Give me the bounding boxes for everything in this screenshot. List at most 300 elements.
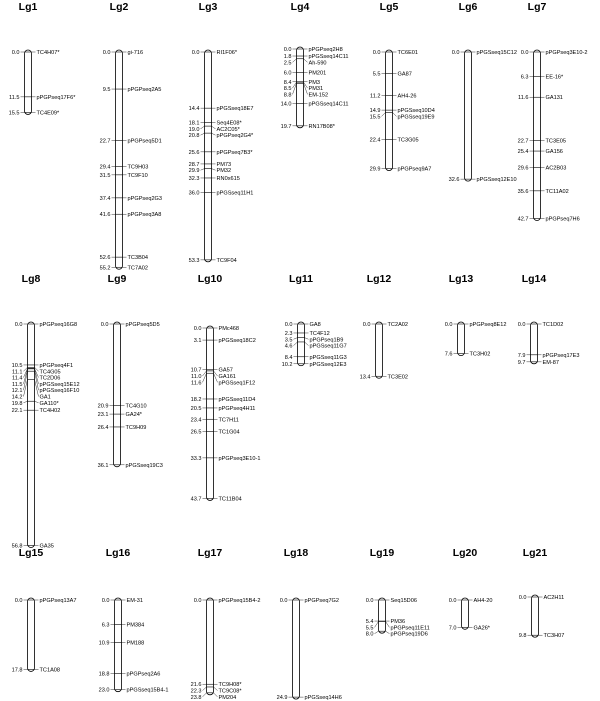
marker-position: 10.5	[11, 362, 23, 369]
marker	[102, 623, 145, 629]
marker-position: 52.6	[99, 255, 111, 262]
marker-position: 9.5	[102, 87, 111, 94]
marker-name: TC1G04	[218, 429, 240, 436]
marker-position: 6.0	[283, 70, 292, 77]
marker-name: TC9H03	[127, 164, 149, 171]
marker-name: pPGPseq7B3*	[216, 149, 253, 156]
chromosome-bar	[379, 598, 386, 633]
marker-position: 41.6	[99, 212, 111, 219]
marker-name: pPGSseq11D4	[218, 396, 256, 403]
marker-name: AC2H11	[543, 595, 565, 601]
marker	[191, 496, 242, 502]
marker-position: 35.6	[517, 188, 529, 195]
marker-name: TC7H11	[218, 417, 239, 424]
marker	[12, 363, 73, 369]
marker	[366, 598, 417, 604]
marker-name: pPGPseq1B9	[309, 337, 344, 344]
marker-position: 33.3	[190, 455, 202, 462]
marker-name: pPGPseq7G2	[304, 598, 340, 604]
marker	[277, 695, 342, 701]
marker	[192, 50, 238, 56]
marker	[521, 50, 588, 56]
marker	[281, 102, 349, 108]
marker	[285, 342, 347, 350]
marker-leader	[393, 112, 397, 116]
group-title: Lg11	[289, 273, 313, 285]
marker	[194, 326, 239, 332]
marker	[100, 265, 148, 271]
linkage-group-lg9	[98, 273, 163, 469]
linkage-group-lg13	[445, 273, 507, 358]
marker-name: Seq4E08*	[216, 120, 242, 127]
group-title: Lg16	[105, 547, 131, 559]
marker-name: GA57	[218, 367, 233, 374]
marker	[100, 212, 162, 218]
marker	[449, 625, 491, 631]
marker-name: EM-31	[126, 598, 143, 604]
marker-position: 11.4	[12, 375, 23, 382]
marker-name: PM384	[126, 622, 145, 629]
marker	[191, 406, 256, 412]
marker-position: 18.2	[190, 396, 202, 403]
marker-name: pPGSseq11G3	[309, 354, 347, 361]
marker-name: pPGSseq19E9	[397, 114, 435, 121]
marker	[518, 360, 559, 366]
linkage-group-lg17	[191, 547, 261, 701]
marker-position: 5.5	[372, 71, 381, 78]
marker-position: 9.7	[517, 359, 526, 366]
marker-name: TC9H08*	[218, 682, 242, 689]
marker	[12, 401, 60, 407]
marker-name: PM188	[126, 640, 145, 647]
chromosome-bar	[293, 598, 300, 699]
marker-name: TC3H02	[469, 351, 491, 358]
chromosome-bar	[534, 50, 541, 221]
marker-position: 10.2	[281, 361, 293, 368]
marker-name: PMc468	[218, 326, 240, 332]
marker-position: 10.9	[98, 640, 110, 647]
chromosome-bar	[207, 598, 214, 695]
marker-name: pPGSseq19C3	[125, 462, 163, 469]
marker-position: 36.1	[97, 462, 109, 469]
marker	[12, 408, 61, 414]
marker-position: 0.0	[101, 598, 110, 604]
marker-position: 0.0	[100, 322, 109, 328]
marker-position: 28.7	[188, 161, 200, 168]
marker-position: 7.9	[517, 352, 526, 359]
marker	[284, 70, 327, 76]
marker-position: 29.9	[369, 166, 381, 173]
marker-leader	[382, 112, 386, 116]
marker-position: 12.1	[11, 388, 23, 395]
marker-name: AH4-26	[397, 93, 417, 100]
marker-position: 0.0	[102, 50, 111, 56]
marker-name: pPGPseq13A7	[39, 598, 77, 604]
marker-position: 19.7	[280, 123, 292, 130]
marker-position: 55.2	[99, 265, 111, 272]
group-title: Lg1	[18, 1, 38, 13]
marker-name: RN17B08*	[308, 123, 335, 130]
linkage-group-lg15	[12, 547, 77, 673]
marker-name: PM3	[308, 79, 321, 86]
linkage-group-lg16	[99, 547, 169, 694]
marker	[100, 165, 149, 171]
marker-name: GA161	[218, 374, 236, 381]
group-title: Lg6	[458, 1, 478, 13]
marker-position: 0.0	[365, 598, 374, 604]
chromosome-bar	[205, 50, 212, 262]
marker	[189, 106, 254, 112]
marker-name: pPGPseq3E10-1	[218, 455, 261, 462]
linkage-group-lg20	[449, 547, 493, 631]
marker-name: GA35	[39, 543, 54, 550]
marker-leader	[214, 687, 218, 691]
marker-position: 53.3	[188, 257, 200, 264]
chromosome-bar	[532, 595, 539, 637]
marker-position: 1.8	[283, 54, 292, 61]
marker	[191, 456, 261, 462]
marker	[189, 258, 237, 264]
marker-position: 0.0	[372, 50, 381, 56]
marker-position: 2.3	[284, 330, 293, 337]
chromosome-bar	[28, 322, 35, 548]
marker	[98, 425, 147, 431]
marker-name: EE-16*	[545, 74, 564, 81]
marker	[445, 352, 491, 358]
marker-name: PM204	[218, 694, 237, 701]
marker	[191, 682, 243, 688]
marker-leader	[24, 401, 28, 403]
marker-name: GA156	[545, 149, 563, 156]
marker-position: 0.0	[362, 322, 371, 328]
marker-leader	[212, 169, 216, 171]
marker-position: 8.8	[283, 92, 292, 99]
marker-name: pPGSseq18C2	[218, 338, 256, 345]
group-title: Lg4	[290, 1, 310, 13]
linkage-group-lg19	[366, 547, 430, 638]
marker-leader	[294, 338, 298, 340]
marker-position: 6.3	[101, 622, 110, 629]
marker-name: pPGSseq10D4	[397, 108, 435, 115]
marker-position: 15.5	[8, 110, 20, 117]
linkage-group-lg11	[282, 273, 347, 368]
marker-position: 14.0	[280, 101, 292, 108]
marker	[518, 165, 567, 171]
marker-name: TC9C08*	[218, 688, 242, 695]
marker	[519, 633, 565, 639]
marker	[102, 598, 143, 604]
group-title: Lg9	[107, 273, 127, 285]
marker	[284, 47, 343, 53]
marker-name: TC4H02	[39, 408, 61, 415]
marker-position: 37.4	[99, 195, 111, 202]
marker	[521, 75, 564, 81]
marker-name: TC2A02	[387, 322, 409, 328]
marker-name: gi-716	[127, 50, 144, 56]
group-title: Lg12	[366, 273, 392, 285]
marker-name: TC4H07*	[36, 50, 60, 56]
group-title: Lg2	[109, 1, 129, 13]
group-title: Lg7	[527, 1, 547, 13]
marker	[370, 167, 432, 173]
marker-position: 25.4	[517, 149, 529, 156]
marker-name: pPGSseq12E10	[476, 177, 517, 184]
marker-name: pPGPseq5D5	[125, 322, 160, 328]
chromosome-bar	[116, 50, 123, 269]
chromosome-bar	[25, 50, 32, 114]
marker	[189, 176, 240, 182]
marker-leader	[203, 693, 207, 697]
marker	[281, 124, 336, 130]
marker-name: Seq15D06	[390, 598, 417, 604]
marker	[370, 137, 419, 143]
marker-name: pPGSseq11G7	[309, 343, 347, 350]
marker	[518, 217, 580, 223]
marker	[519, 595, 565, 601]
marker-position: 42.7	[517, 216, 529, 223]
marker-name: pPGSseq15C12	[476, 50, 517, 56]
marker	[191, 417, 239, 423]
marker-position: 19.8	[11, 400, 23, 407]
marker-name: pPGSseq12E3	[309, 361, 347, 368]
marker-name: pPGPseq11E11	[390, 625, 430, 632]
marker-position: 23.1	[97, 412, 109, 419]
marker-name: pPGPseq5D1	[127, 138, 162, 145]
marker-name: pPGSseq14C11	[308, 54, 349, 61]
marker-position: 11.2	[370, 93, 381, 100]
marker-leader	[305, 342, 309, 346]
chromosome-bar	[458, 322, 465, 356]
marker-name: RI1F06*	[216, 50, 238, 56]
marker-position: 14.9	[369, 108, 381, 115]
marker-position: 5.5	[365, 625, 374, 632]
marker-name: TC2D06	[39, 375, 61, 382]
marker-name: PM201	[308, 70, 327, 77]
marker	[518, 322, 564, 328]
marker-position: 11.5	[12, 381, 23, 388]
marker-position: 0.0	[283, 47, 292, 53]
marker-leader	[35, 401, 39, 403]
marker	[370, 108, 435, 114]
marker-position: 0.0	[14, 598, 23, 604]
marker-name: TC9F10	[127, 172, 148, 179]
marker	[360, 374, 408, 380]
marker-position: 3.1	[193, 338, 202, 345]
marker-name: GA1	[39, 394, 51, 401]
marker-position: 0.0	[193, 326, 202, 332]
marker-leader	[293, 59, 297, 63]
linkage-group-lg21	[519, 547, 565, 639]
marker-position: 0.0	[284, 322, 293, 328]
marker	[194, 338, 256, 344]
marker-leader	[203, 687, 207, 691]
marker-name: pPGPseq16G8	[39, 322, 78, 328]
marker	[189, 190, 254, 196]
marker-position: 36.0	[188, 190, 200, 197]
marker-name: pPGPseq8E12	[469, 322, 507, 328]
marker-name: pPGSseq16F10	[39, 388, 80, 395]
marker	[12, 367, 61, 375]
marker-name: TC6E01	[397, 50, 419, 56]
marker	[445, 322, 507, 328]
marker-leader	[201, 126, 205, 129]
group-title: Lg21	[522, 547, 548, 559]
marker	[15, 322, 77, 328]
marker-leader	[212, 126, 216, 129]
marker-position: 8.5	[283, 86, 292, 93]
marker-name: TC11A02	[545, 188, 569, 195]
marker	[194, 598, 261, 604]
marker-name: TC7A02	[127, 265, 149, 272]
marker	[100, 255, 148, 261]
marker-name: TC3E02	[387, 374, 409, 381]
marker-position: 43.7	[190, 496, 202, 503]
marker-name: pPGPseq2G4*	[216, 133, 254, 140]
marker	[189, 150, 254, 156]
marker-position: 29.6	[517, 165, 529, 172]
chromosome-bar	[462, 598, 469, 629]
linkage-group-lg10	[191, 273, 261, 502]
marker-position: 14.4	[188, 106, 200, 113]
marker	[280, 598, 339, 604]
linkage-group-lg12	[360, 273, 408, 380]
marker-position: 0.0	[193, 598, 202, 604]
marker-leader	[203, 371, 207, 376]
marker-name: TC4G05	[39, 369, 61, 376]
marker-position: 22.3	[190, 688, 202, 695]
marker	[518, 139, 566, 145]
group-title: Lg18	[283, 547, 309, 559]
marker	[284, 59, 327, 67]
linkage-group-lg6	[449, 1, 517, 183]
marker-name: pPGPseq3A8	[127, 212, 162, 219]
marker-name: GA26*	[473, 625, 490, 632]
marker-name: pPGPseq2G3	[127, 195, 163, 202]
marker-name: PM31	[308, 86, 324, 93]
linkage-group-lg18	[277, 547, 342, 701]
marker	[191, 687, 243, 695]
linkage-group-lg5	[370, 1, 435, 173]
marker-name: GA8	[309, 322, 321, 328]
marker-position: 8.4	[284, 354, 293, 361]
marker-position: 22.1	[11, 408, 23, 415]
marker-name: pPGPseq19D6	[390, 631, 428, 638]
marker-name: pPGSseq11H1	[216, 190, 254, 197]
group-title: Lg14	[521, 273, 547, 285]
marker-leader	[386, 631, 390, 633]
marker	[191, 693, 237, 701]
marker	[191, 397, 256, 403]
marker-position: 14.2	[11, 394, 23, 401]
marker	[101, 322, 160, 328]
marker-position: 7.0	[448, 625, 457, 632]
marker-name: pPGSseq14C11	[308, 101, 349, 108]
marker-position: 21.6	[190, 682, 202, 689]
marker-position: 11.5	[9, 94, 20, 101]
marker-leader	[386, 621, 390, 627]
marker	[99, 688, 169, 694]
marker-position: 24.9	[276, 695, 288, 701]
marker-position: 22.7	[99, 138, 111, 145]
marker-name: AH4-20	[473, 598, 493, 604]
marker-position: 9.8	[518, 633, 527, 640]
marker-name: pPGPseq2H8	[308, 47, 343, 53]
marker-name: GA24*	[125, 412, 142, 419]
marker	[518, 353, 580, 359]
marker-position: 18.1	[188, 120, 200, 127]
marker	[9, 110, 60, 116]
marker	[363, 322, 408, 328]
marker	[370, 112, 435, 120]
marker-position: 13.4	[359, 374, 371, 381]
linkage-group-lg4	[281, 1, 349, 130]
marker-position: 11.6	[518, 95, 529, 102]
marker-name: pPGPseq2A5	[127, 87, 162, 94]
marker-position: 25.6	[188, 149, 200, 156]
marker-name: GA110*	[39, 400, 59, 407]
group-title: Lg15	[18, 547, 44, 559]
marker-position: 29.9	[188, 168, 200, 175]
marker-position: 20.9	[97, 403, 109, 410]
marker-name: TC1D02	[542, 322, 564, 328]
marker-position: 23.0	[98, 687, 110, 694]
marker-name: pPGSseq1F12	[218, 380, 256, 387]
marker-position: 20.8	[188, 133, 200, 140]
marker	[282, 362, 347, 368]
chromosome-bar	[531, 322, 538, 364]
marker-leader	[305, 338, 309, 340]
marker-position: 32.6	[448, 177, 460, 184]
marker-position: 10.7	[190, 367, 202, 374]
marker-position: 0.0	[448, 598, 457, 604]
marker-position: 4.6	[284, 343, 293, 350]
marker	[189, 121, 243, 127]
marker-name: TC3E05	[545, 138, 567, 145]
marker-position: 15.5	[369, 114, 381, 121]
marker-name: EM-87	[542, 359, 559, 366]
marker-name: EM-152	[308, 92, 329, 99]
marker-name: AC2B03	[545, 165, 567, 172]
marker	[12, 50, 61, 56]
marker-position: 11.0	[191, 374, 202, 381]
marker-position: 23.8	[190, 694, 202, 701]
marker-leader	[201, 169, 205, 171]
marker	[373, 50, 418, 56]
marker-position: 0.0	[517, 322, 526, 328]
marker-position: 8.0	[365, 631, 374, 638]
chromosome-bar	[298, 322, 305, 366]
marker-position: 0.0	[279, 598, 288, 604]
marker-position: 0.0	[518, 595, 527, 601]
marker-name: pPGPseq4F1	[39, 362, 74, 369]
marker-name: RN0x615	[216, 175, 240, 182]
marker-name: AC2C05*	[216, 126, 240, 133]
marker	[9, 95, 76, 101]
linkage-group-lg2	[100, 1, 162, 271]
marker	[449, 598, 493, 604]
linkage-group-lg1	[9, 1, 77, 116]
linkage-group-lg8	[12, 273, 80, 550]
marker	[100, 139, 162, 145]
marker-position: 22.4	[369, 137, 381, 144]
linkage-group-lg14	[518, 273, 580, 366]
marker-position: 0.0	[444, 322, 453, 328]
marker-name: pPGSseq15E12	[39, 381, 80, 388]
chromosome-bar	[297, 47, 304, 128]
chromosome-bar	[465, 50, 472, 181]
marker-name: Ah-590	[308, 60, 327, 67]
chromosome-bar	[207, 326, 214, 500]
